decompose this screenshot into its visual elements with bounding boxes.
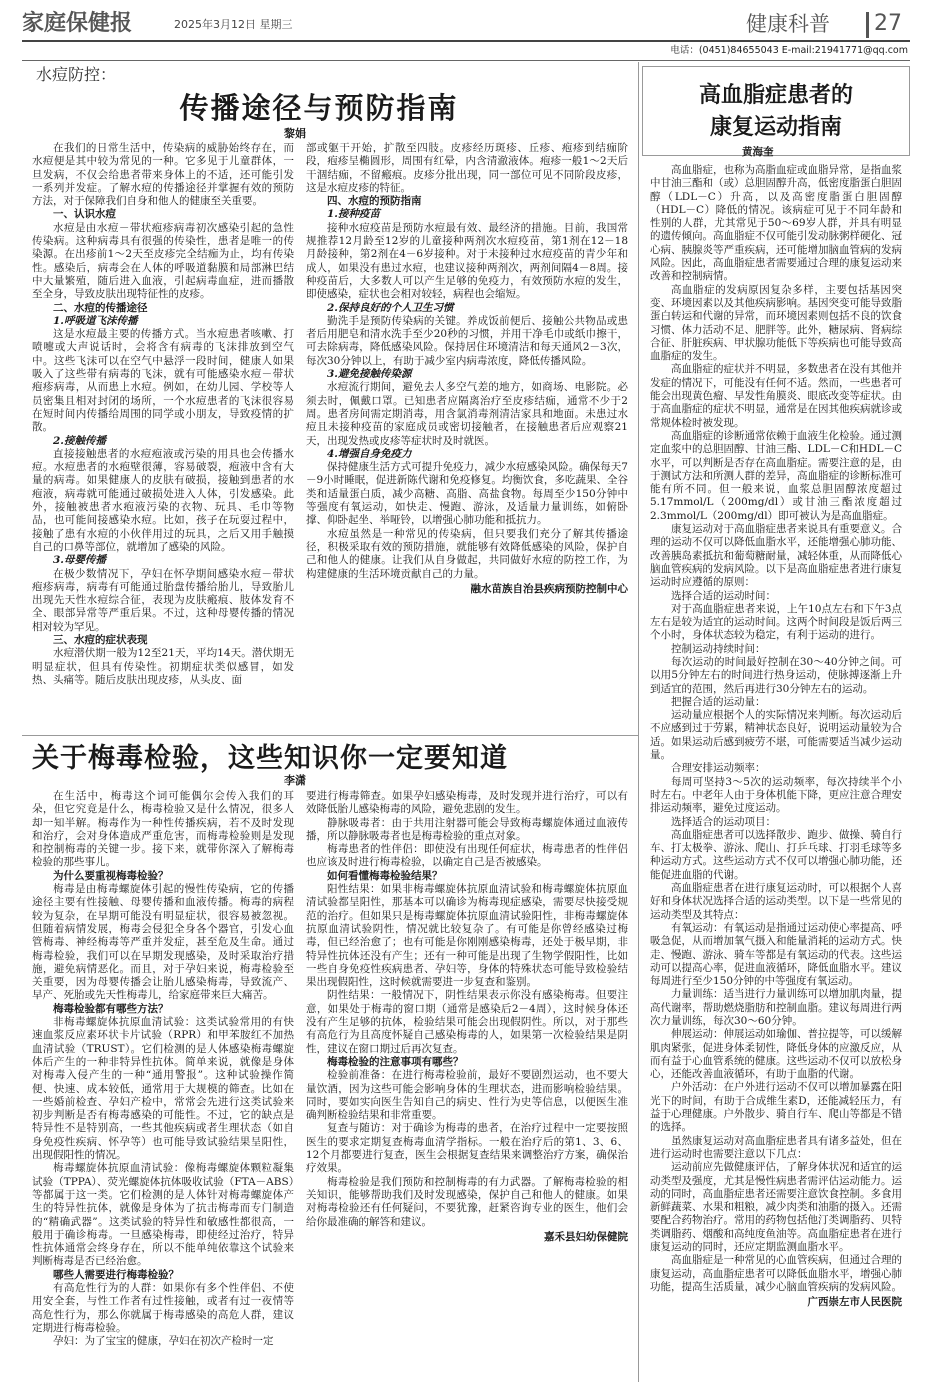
paragraph: 高血脂症，也称为高脂血症或血脂异常，是指血浆中甘油三酯和（或）总胆固醇升高，低密度脂蛋白胆固醇（LDL－C）升高，以及高密度脂蛋白胆固醇（HDL－C）降低的情况。该病症可见于不同年龄和性别的人群，尤其常见于50～69岁人群，并具有明显的遗传倾向。高血脂症不仅可能引发动脉粥样硬化、冠心病、胰腺炎等严重疾病，还可能增加脑血管病的发病风险。因此，高血脂症患者需要通过合理的康复运动来改善和控制病情。 xyxy=(650,164,902,283)
paragraph: 高血脂症患者在进行康复运动时，可以根据个人喜好和身体状况选择合适的运动类型。以下是一些常见的运动类型及其特点： xyxy=(650,882,902,921)
article1-author: 黎娟 xyxy=(284,127,306,140)
paragraph: 高血脂症的诊断通常依赖于血液生化检验。通过测定血浆中的总胆固醇、甘油三酯、LDL－C和HDL－C水平，可以判断是否存在高血脂症。需要注意的是，由于测试方法和所测人群的差异，高血脂症的诊断标准可能有所不同。但一般来说，血浆总胆固醇浓度超过5.17mmol/L（200mg/dl）或甘油三酯浓度超过2.3mmol/L（200mg/dl）即可被认为是高血脂症。 xyxy=(650,429,902,522)
issue-date: 2025年3月12日 星期三 xyxy=(174,18,293,31)
paragraph: 高血脂症的发病原因复杂多样，主要包括基因突变、环境因素以及其他疾病影响。基因突变可能导致脂蛋白转运和代谢的异常，而环境因素则包括不良的饮食习惯、体力活动不足、肥胖等。此外，糖尿病、肾病综合征、肝脏疾病、甲状腺功能低下等疾病也可能导致高血脂症的发生。 xyxy=(650,283,902,363)
paragraph: 非梅毒螺旋体抗原血清试验：这类试验常用的有快速血浆反应素环状卡片试验（RPR）和甲苯胺红不加热血清试验（TRUST）。它们检测的是人体感染梅毒螺旋体后产生的一种非特异性抗体。简单来说，就像是身体对梅毒入侵产生的一种“通用警报”。这种试验操作简便、快速、成本较低，通常用于大规模的筛查。比如在一些婚前检查、孕妇产检中，常常会先进行这类试验来初步判断是否有梅毒感染的可能性。不过，它的缺点是特异性不是特别高，一些其他疾病或者生理状态（如自身免疫性疾病、怀孕等）也可能导致试验结果呈阳性，出现假阳性的情况。 xyxy=(32,1016,294,1162)
paragraph: 梅毒螺旋体抗原血清试验：像梅毒螺旋体颗粒凝集试验（TPPA）、荧光螺旋体抗体吸收试验（FTA－ABS）等都属于这一类。它们检测的是人体针对梅毒螺旋体产生的特异性抗体，就像是身体为了抗击梅毒而专门制造的“精确武器”。这类试验的特异性和敏感性都很高，一般用于确诊梅毒。一旦感染梅毒，即使经过治疗，特异性抗体通常会终身存在，所以不能单纯依靠这个试验来判断梅毒是否已经治愈。 xyxy=(32,1162,294,1268)
paragraph: 在生活中，梅毒这个词可能偶尔会传入我们的耳朵，但它究竟是什么，梅毒检验又是什么情况，很多人却一知半解。梅毒作为一种性传播疾病，若不及时发现和治疗，会对身体造成严重危害，而梅毒检验则是发现和控制梅毒的关键一步。接下来，就带你深入了解梅毒检验的那些事儿。 xyxy=(32,790,294,869)
article1-column-1 xyxy=(32,142,294,726)
subsection-heading: 1.呼吸道飞沫传播 xyxy=(53,314,138,327)
section-heading: 哪些人需要进行梅毒检验？ xyxy=(53,1268,179,1281)
paragraph: 高血脂症的症状并不明显，多数患者在没有其他并发症的情况下，可能没有任何不适。然而，一些患者可能会出现黄色瘤、早发性角膜炎、眼底改变等症状。由于高血脂症的症状不明显，通常是在因其他疾病就诊或常规体检时被发现。 xyxy=(650,363,902,429)
paragraph: 康复运动对于高血脂症患者来说具有重要意义。合理的运动不仅可以降低血脂水平，还能增强心肺功能、改善胰岛素抵抗和葡萄糖耐量，减轻体重，从而降低心脑血管疾病的发病风险。以下是高血脂症患者进行康复运动时应遵循的原则： xyxy=(650,523,902,589)
article2-title: 关于梅毒检验，这些知识你一定要知道 xyxy=(32,743,508,774)
article3-body xyxy=(650,164,902,1380)
paragraph: 水痘虽然是一种常见的传染病，但只要我们充分了解其传播途径，积极采取有效的预防措施，就能够有效降低感染的风险，保护自己和他人的健康。让我们从自身做起，共同做好水痘的防控工作，为构建健康的生活环境贡献自己的力量。 xyxy=(306,527,628,580)
paragraph: 保持健康生活方式可提升免疫力，减少水痘感染风险。确保每天7－9小时睡眠，促进新陈代谢和免疫修复。均衡饮食，多吃蔬果、全谷类和适量蛋白质，减少高糖、高脂、高盐食物。每周至少150分钟中等强度有氧运动，如快走、慢跑、游泳，及适量力量训练，如俯卧撑、仰卧起坐、举哑铃，以增强心肺功能和抵抗力。 xyxy=(306,461,628,527)
section-name: 健康科普 xyxy=(746,12,830,36)
article1-column-2 xyxy=(306,142,628,726)
paragraph: 孕妇：为了宝宝的健康，孕妇在初次产检时一定 xyxy=(53,1335,274,1348)
article1-kicker: 水痘防控： xyxy=(36,65,117,84)
paragraph: 力量训练：适当进行力量训练可以增加肌肉量，提高代谢率，帮助燃烧脂肪和控制血脂。建议每周进行两次力量训练，每次30～60分钟。 xyxy=(650,988,902,1027)
article3-title-line-2: 康复运动指南 xyxy=(709,115,842,140)
paragraph: 虽然康复运动对高血脂症患者具有诸多益处，但在进行运动时也需要注意以下几点： xyxy=(650,1134,902,1160)
newspaper-name: 家庭保健报 xyxy=(22,11,133,36)
header-rule-thin xyxy=(22,60,910,61)
subsection-heading: 4.增强自身免疫力 xyxy=(327,447,412,460)
paragraph: 静脉吸毒者：由于共用注射器可能会导致梅毒螺旋体通过血液传播，所以静脉吸毒者也是梅毒检验的重点对象。 xyxy=(306,816,628,842)
paragraph: 梅毒是由梅毒螺旋体引起的慢性传染病，它的传播途径主要有性接触、母婴传播和血液传播。梅毒的病程较为复杂，在早期可能没有明显症状，很容易被忽视。但随着病情发展，梅毒会侵犯全身各个器官，引发心血管梅毒、神经梅毒等严重并发症，甚至危及生命。通过梅毒检验，我们可以在早期发现感染，及时采取治疗措施，避免病情恶化。而且，对于孕妇来说，梅毒检验至关重要，因为母婴传播会让胎儿感染梅毒，导致流产、早产、死胎或先天性梅毒儿，给家庭带来巨大痛苦。 xyxy=(32,883,294,1002)
paragraph: 每周可坚持3～5次的运动频率，每次持续半个小时左右。中老年人由于身体机能下降，更应注意合理安排运动频率，避免过度运动。 xyxy=(650,775,902,815)
paragraph: 高血脂症是一种常见的心血管疾病，但通过合理的康复运动，高血脂症患者可以降低血脂水平，增强心肺功能，提高生活质量，减少心脑血管疾病的发病风险。 xyxy=(650,1254,902,1293)
paragraph: 梅毒检验是我们预防和控制梅毒的有力武器。了解梅毒检验的相关知识，能够帮助我们及时发现感染，保护自己和他人的健康。如果对梅毒检验还有任何疑问，不要犹豫，赶紧咨询专业的医生，他们会给你最准确的解答和建议。 xyxy=(306,1175,628,1228)
subsection-heading: 3.母婴传播 xyxy=(53,554,106,567)
header-rule xyxy=(22,40,910,42)
paragraph: 运动量应根据个人的实际情况来判断。每次运动后不应感到过于劳累，精神状态良好，说明运动量较为合适。如果运动后感到疲劳不堪，可能需要适当减少运动量。 xyxy=(650,709,902,762)
section-heading: 如何看懂梅毒检验结果？ xyxy=(327,869,443,882)
paragraph: 水痘潜伏期一般为12至21天，平均14天。潜伏期无明显症状，但具有传染性。初期症状类似感冒，如发热、头痛等。随后皮肤出现皮疹，从头皮、面 xyxy=(32,647,294,686)
paragraph: 选择适合的运动项目： xyxy=(671,815,776,828)
section-heading: 为什么要重视梅毒检验？ xyxy=(53,869,169,882)
contact-line: 电话：(0451)84655043 E-mail:21941771@qq.com xyxy=(670,45,908,56)
paragraph: 阴性结果：一般情况下，阴性结果表示你没有感染梅毒。但要注意，如果处于梅毒的窗口期（通常是感染后2－4周），这时候身体还没有产生足够的抗体，检验结果可能会出现假阴性。所以，对于那些有高危行为且高度怀疑自己感染梅毒的人，如果第一次检验结果是阴性，建议在窗口期过后再次复查。 xyxy=(306,989,628,1055)
article-divider xyxy=(22,735,638,736)
section-heading: 梅毒检验的注意事项有哪些？ xyxy=(327,1055,464,1068)
paragraph: 阳性结果：如果非梅毒螺旋体抗原血清试验和梅毒螺旋体抗原血清试验都呈阳性，那基本可以确诊为梅毒现症感染，需要尽快接受规范的治疗。但如果只是梅毒螺旋体抗原血清试验阳性，非梅毒螺旋体抗原血清试验阴性，情况就比较复杂了。有可能是你曾经感染过梅毒，但已经治愈了；也有可能是你刚刚感染梅毒，还处于极早期，非特异性抗体还没有产生；还有一种可能是出现了生物学假阳性，比如一些自身免疫性疾病患者、孕妇等，身体的特殊状态可能导致检验结果出现假阳性，这时候就需要进一步复查和鉴别。 xyxy=(306,883,628,989)
paragraph: 对于高血脂症患者来说，上午10点左右和下午3点左右是较为适宜的运动时间。这两个时间段是饭后两三个小时，身体状态较为稳定，有利于运动的进行。 xyxy=(650,602,902,642)
paragraph: 有氧运动：有氧运动是指通过运动使心率提高、呼吸急促，从而增加氧气摄入和能量消耗的运动方式。快走、慢跑、游泳、骑车等都是有氧运动的代表。这些运动可以提高心率，促进血液循环，降低血脂水平。建议每周进行至少150分钟的中等强度有氧运动。 xyxy=(650,921,902,988)
paragraph: 合理安排运动频率： xyxy=(671,762,766,775)
paragraph: 选择合适的运动时间： xyxy=(671,589,776,602)
subsection-heading: 1.接种疫苗 xyxy=(327,208,380,221)
source-organization: 融水苗族自治县疾病预防控制中心 xyxy=(470,582,628,595)
paragraph: 有高危性行为的人群：如果你有多个性伴侣、不使用安全套，与性工作者有过性接触，或者有过一夜情等高危性行为，那么你就属于梅毒感染的高危人群，建议定期进行梅毒检验。 xyxy=(32,1281,294,1334)
article2-author: 李潇 xyxy=(284,774,306,787)
column-divider xyxy=(638,62,639,1382)
page-number: 27 xyxy=(874,11,902,36)
section-heading: 三、水痘的症状表现 xyxy=(53,633,148,646)
paragraph-continued: 部或躯干开始，扩散至四肢。皮疹经历斑疹、丘疹、疱疹到结痂阶段，疱疹呈椭圆形，周围有红晕，内含清澈液体。疱疹一般1～2天后干涸结痂，不留瘢痕。皮疹分批出现，同一部位可见不同阶段皮疹，这是水痘皮疹的特征。 xyxy=(306,142,628,194)
paragraph: 在我们的日常生活中，传染病的威胁始终存在，而水痘便是其中较为常见的一种。它多见于儿童群体，一旦发病，不仅会给患者带来身体上的不适，还可能引发一系列并发症。了解水痘的传播途径并掌握有效的预防方法，对于保障我们自身和他人的健康至关重要。 xyxy=(32,142,294,208)
page-header xyxy=(22,10,910,38)
paragraph: 伸展运动：伸展运动如瑜伽、普拉提等，可以缓解肌肉紧张，促进身体柔韧性，降低身体的应激反应，从而有益于心血管系统的健康。这些运动不仅可以放松身心，还能改善血液循环，有助于血脂的代谢。 xyxy=(650,1028,902,1081)
paragraph: 每次运动的时间最好控制在30～40分钟之间。可以用5分钟左右的时间进行热身运动，使脉搏逐渐上升到适宜的范围，然后再进行30分钟左右的运动。 xyxy=(650,655,902,695)
paragraph: 控制运动持续时间： xyxy=(671,642,766,655)
article3-title xyxy=(642,80,910,144)
section-heading: 梅毒检验都有哪些方法？ xyxy=(53,1002,169,1015)
section-heading: 四、水痘的预防指南 xyxy=(327,195,422,208)
source-organization: 广西崇左市人民医院 xyxy=(807,1296,902,1309)
article3-author: 黄海奎 xyxy=(742,146,774,158)
paragraph: 这是水痘最主要的传播方式。当水痘患者咳嗽、打喷嚏或大声说话时，会将含有病毒的飞沫排放到空气中。这些飞沫可以在空气中悬浮一段时间，健康人如果吸入了这些带有病毒的飞沫，就有可能感染水痘－带状疱疹病毒，从而患上水痘。例如，在幼儿园、学校等人员密集且相对封闭的场所，一个水痘患者的飞沫很容易在短时间内传播给周围的同学或小朋友，导致疫情的扩散。 xyxy=(32,328,294,434)
paragraph: 勤洗手是预防传染病的关键。养成饭前便后、接触公共物品或患者后用肥皂和清水洗手至少20秒的习惯，并用干净毛巾或纸巾擦干，可去除病毒，降低感染风险。保持居住环境清洁和每天通风2－3次，每次30分钟以上，有助于减少室内病毒浓度，降低传播风险。 xyxy=(306,314,628,367)
paragraph: 户外活动：在户外进行运动不仅可以增加暴露在阳光下的时间，有助于合成维生素D，还能减轻压力，有益于心理健康。户外散步、骑自行车、爬山等都是不错的选择。 xyxy=(650,1081,902,1134)
source-organization: 嘉禾县妇幼保健院 xyxy=(544,1230,628,1243)
paragraph: 水痘是由水痘－带状疱疹病毒初次感染引起的急性传染病。这种病毒具有很强的传染性，患者是唯一的传染源。在出疹前1～2天至皮疹完全结痂为止，均有传染性。感染后，病毒会在人体的呼吸道黏膜和局部淋巴结中大量繁殖，随后进入血液，引起病毒血症，进而播散至全身，导致皮肤出现特征性的皮疹。 xyxy=(32,221,294,301)
paragraph: 高血脂症患者可以选择散步、跑步、做操、骑自行车、打太极拳、游泳、爬山、打乒乓球、打羽毛球等多种运动方式。这些运动方式不仅可以增强心肺功能，还能促进血脂的代谢。 xyxy=(650,828,902,881)
section-heading: 二、水痘的传播途径 xyxy=(53,301,148,314)
paragraph: 水痘流行期间，避免去人多空气差的地方，如商场、电影院。必须去时，佩戴口罩。已知患者应隔离治疗至皮疹结痂，通常不少于2周。患者房间需定期消毒，用含氯消毒剂清洁家具和地面。未患过水痘且未接种疫苗的家庭成员或密切接触者，在接触患者后应观察21天，出现发热或皮疹等症状时及时就医。 xyxy=(306,381,628,447)
subsection-heading: 3.避免接触传染源 xyxy=(327,368,412,381)
section-heading: 一、认识水痘 xyxy=(53,208,116,221)
paragraph-continued: 要进行梅毒筛查。如果孕妇感染梅毒，及时发现并进行治疗，可以有效降低胎儿感染梅毒的风险，避免悲剧的发生。 xyxy=(306,790,628,816)
subsection-heading: 2.接触传播 xyxy=(53,434,106,447)
paragraph: 运动前应先做健康评估，了解身体状况和适宜的运动类型及强度，尤其是慢性病患者需评估运动能力。运动的同时，高血脂症患者还需要注意饮食控制。多食用新鲜蔬菜、水果和粗粮，减少肉类和油脂的摄入。还需要配合药物治疗。常用的药物包括他汀类调脂药、贝特类调脂药、烟酸和高纯度鱼油等。高血脂症患者在进行康复运动的同时，还应定期监测血脂水平。 xyxy=(650,1161,902,1254)
paragraph: 复查与随访：对于确诊为梅毒的患者，在治疗过程中一定要按照医生的要求定期复查梅毒血清学指标。一般在治疗后的第1、3、6、12个月都要进行复查，医生会根据复查结果来调整治疗方案，确保治疗效果。 xyxy=(306,1122,628,1175)
paragraph: 在极少数情况下，孕妇在怀孕期间感染水痘－带状疱疹病毒，病毒有可能通过胎盘传播给胎儿，导致胎儿出现先天性水痘综合征，表现为皮肤瘢痕、肢体发育不全、眼部异常等严重后果。不过，这种母婴传播的情况相对较为罕见。 xyxy=(32,567,294,633)
article3-title-line-1: 高血脂症患者的 xyxy=(698,83,853,108)
subsection-heading: 2.保持良好的个人卫生习惯 xyxy=(327,301,454,314)
paragraph: 把握合适的运动量： xyxy=(671,695,766,708)
article2-column-2 xyxy=(306,790,628,1382)
paragraph: 梅毒患者的性伴侣：即使没有出现任何症状，梅毒患者的性伴侣也应该及时进行梅毒检验，以确定自己是否被感染。 xyxy=(306,843,628,869)
paragraph: 直接接触患者的水痘疱液或污染的用具也会传播水痘。水痘患者的水疱壁很薄，容易破裂，疱液中含有大量的病毒。如果健康人的皮肤有破损，接触到患者的水疱液，病毒就可能通过破损处进入人体，引发感染。此外，接触被患者水疱液污染的衣物、玩具、毛巾等物品，也可能间接感染水痘。比如，孩子在玩耍过程中，接触了患有水痘的小伙伴用过的玩具，之后又用手触摸自己的口鼻等部位，就增加了感染的风险。 xyxy=(32,447,294,553)
article2-column-1 xyxy=(32,790,294,1382)
paragraph: 检验前准备：在进行梅毒检验前，最好不要剧烈运动，也不要大量饮酒，因为这些可能会影响身体的生理状态，进而影响检验结果。同时，要如实向医生告知自己的病史、性行为史等信息，以便医生准确判断检验结果和非常重要。 xyxy=(306,1069,628,1122)
paragraph: 接种水痘疫苗是预防水痘最有效、最经济的措施。目前，我国常规推荐12月龄至12岁的儿童接种两剂次水痘疫苗，第1剂在12－18月龄接种，第2剂在4－6岁接种。对于未接种过水痘疫苗的青少年和成人，如果没有患过水痘，也建议接种两剂次，两剂间隔4－8周。接种疫苗后，大多数人可以产生足够的免疫力，有效预防水痘的发生，即使感染，症状也会相对较轻，病程也会缩短。 xyxy=(306,221,628,301)
article1-title: 传播途径与预防指南 xyxy=(179,91,459,125)
page-number-divider xyxy=(866,12,869,38)
